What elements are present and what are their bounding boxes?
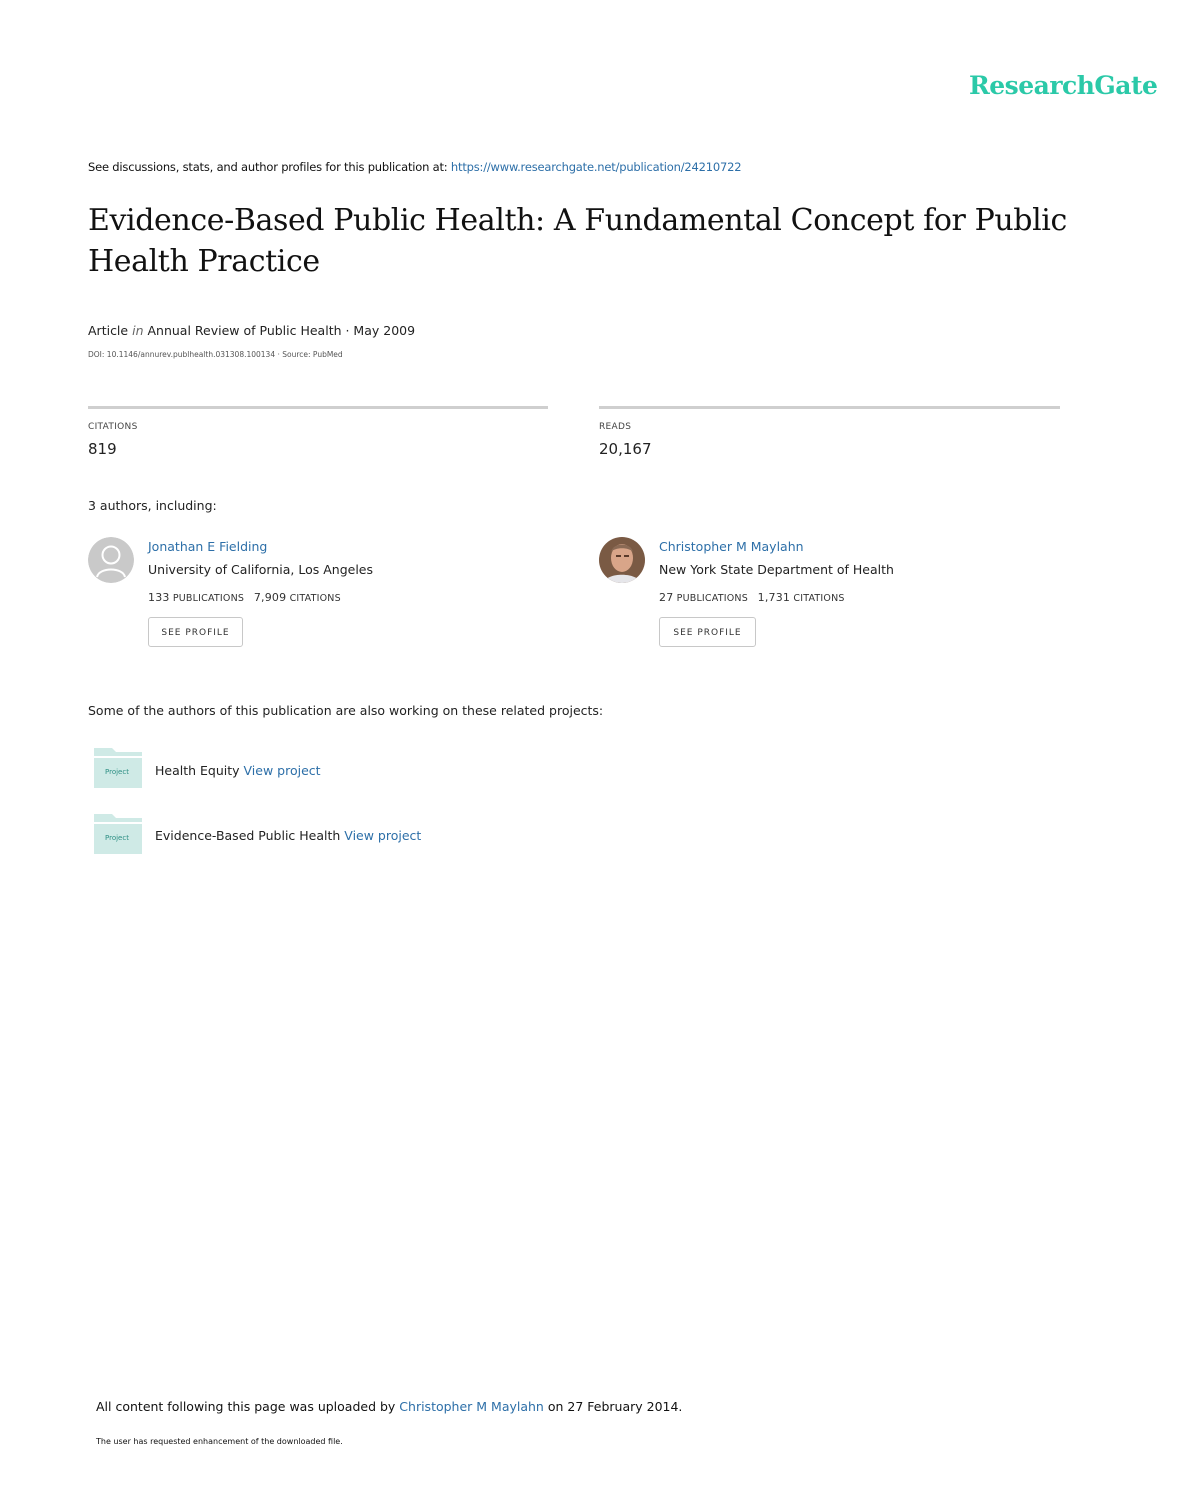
publication-doi: DOI: 10.1146/annurev.publhealth.031308.100134 · Source: PubMed <box>88 350 343 359</box>
author-citations-count-1: 7,909 <box>253 591 287 604</box>
citations-label: CITATIONS <box>88 422 138 432</box>
discussion-prefix: See discussions, stats, and author profiles for this publication at: <box>88 160 451 174</box>
project-folder-icon <box>94 814 142 854</box>
project-item-1 <box>155 763 321 778</box>
project-name-1: Health Equity <box>155 763 240 778</box>
researchgate-logo[interactable]: ResearchGate <box>969 71 1158 100</box>
author-name-2[interactable]: Christopher M Maylahn <box>659 539 804 554</box>
authors-heading: 3 authors, including: <box>88 498 217 513</box>
author-name-1[interactable]: Jonathan E Fielding <box>148 539 268 554</box>
view-project-link-1[interactable]: View project <box>243 763 321 778</box>
author-publications-count-2: 27 <box>659 591 674 604</box>
see-profile-button-1[interactable]: SEE PROFILE <box>148 617 243 647</box>
author-institution-1: University of California, Los Angeles <box>148 562 374 577</box>
author-photo-2[interactable] <box>599 537 645 583</box>
author-citations-count-2: 1,731 <box>757 591 791 604</box>
projects-heading: Some of the authors of this publication are also working on these related projects: <box>88 703 604 718</box>
citations-divider <box>88 406 548 409</box>
author-stats-2 <box>659 591 845 604</box>
author-citations-label-1: CITATIONS <box>289 593 341 604</box>
view-project-link-2[interactable]: View project <box>344 828 422 843</box>
upload-suffix: on 27 February 2014. <box>543 1399 683 1414</box>
author-citations-label-2: CITATIONS <box>793 593 845 604</box>
reads-label: READS <box>599 422 632 432</box>
project-name-2: Evidence-Based Public Health <box>155 828 341 843</box>
publication-type: Article <box>88 323 129 338</box>
author-publications-label-1: PUBLICATIONS <box>172 593 245 604</box>
project-icon-label-2: Project <box>105 834 129 842</box>
author-publications-label-2: PUBLICATIONS <box>676 593 748 604</box>
upload-notice <box>96 1399 682 1414</box>
upload-prefix: All content following this page was uploaded by <box>96 1399 400 1414</box>
publication-in: in <box>132 323 144 338</box>
reads-divider <box>599 406 1060 409</box>
author-stats-1 <box>148 591 341 604</box>
project-folder-icon <box>94 748 142 788</box>
publication-meta <box>88 323 415 338</box>
citations-value: 819 <box>88 440 117 458</box>
enhancement-note: The user has requested enhancement of the downloaded file. <box>96 1437 343 1446</box>
publication-url-link[interactable]: https://www.researchgate.net/publication/24210722 <box>450 160 742 174</box>
reads-value: 20,167 <box>599 440 652 458</box>
publication-title: Evidence-Based Public Health: A Fundamental Concept for Public Health Practice <box>88 203 1067 279</box>
project-item-2 <box>155 828 421 843</box>
author-institution-2: New York State Department of Health <box>659 562 894 577</box>
publication-journal: Annual Review of Public Health · May 2009 <box>147 323 416 338</box>
discussion-line <box>88 160 741 174</box>
author-publications-count-1: 133 <box>148 591 170 604</box>
uploader-link[interactable]: Christopher M Maylahn <box>399 1399 544 1414</box>
project-icon-label-1: Project <box>105 768 129 776</box>
default-user-avatar-icon[interactable] <box>88 537 134 583</box>
see-profile-button-2[interactable]: SEE PROFILE <box>659 617 756 647</box>
